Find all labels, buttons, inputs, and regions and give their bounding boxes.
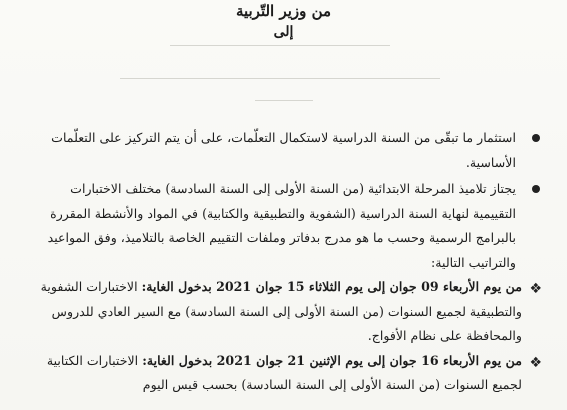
document-body <box>24 126 544 398</box>
schedule-item-text: الاختبارات الشفوية والتطبيقية لجميع السنوات (من السنة الأولى إلى السنة السادسة) مع السير العادي للدروس والمحافظة على نظام الأفواج. <box>40 279 522 343</box>
bullet-item-text: استثمار ما تبقّى من السنة الدراسية لاستكمال التعلّمات، على أن يتم التركيز على التعلّمات الأساسية. <box>51 130 516 170</box>
bullet-item <box>24 177 544 275</box>
bullet-item <box>24 126 544 175</box>
diamond-bullet-icon: ❖ <box>529 281 542 297</box>
schedule-item <box>24 349 544 398</box>
bullet-icon <box>532 134 540 142</box>
bullet-item-text: يجتاز تلاميذ المرحلة الابتدائية (من السنة الأولى إلى السنة السادسة) مختلف الاختبارات التقييمية لنهاية السنة الدراسية (الشفوية والتطبيقية والكتابية) في المواد والأنشطة المقررة بالبرامج الرسمية وحسب ما هو مدرج بدفاتر وملفات التقييم الخاصة بالتلاميذ، وفق المواعيد والتراتيب التالية: <box>47 181 516 270</box>
document-header-from: من وزير التّربية <box>235 2 332 20</box>
schedule-item-text: الاختبارات الكتابية لجميع السنوات (من السنة الأولى إلى السنة السادسة) بحسب قيس اليوم <box>46 352 522 392</box>
faint-redacted-line <box>120 78 440 79</box>
schedule-item-title: من يوم الأربعاء 09 جوان إلى يوم الثلاثاء 15 جوان 2021 بدخول الغاية: <box>141 279 522 294</box>
bullet-icon <box>532 185 540 193</box>
faint-redacted-line <box>255 100 313 101</box>
diamond-bullet-icon: ❖ <box>529 354 542 371</box>
schedule-item-title: من يوم الأربعاء 16 جوان إلى يوم الإثنين 21 جوان 2021 بدخول الغاية: <box>142 352 522 368</box>
schedule-item <box>24 275 544 349</box>
faint-redacted-line <box>170 45 390 46</box>
document-header-to: إلى <box>273 24 294 40</box>
